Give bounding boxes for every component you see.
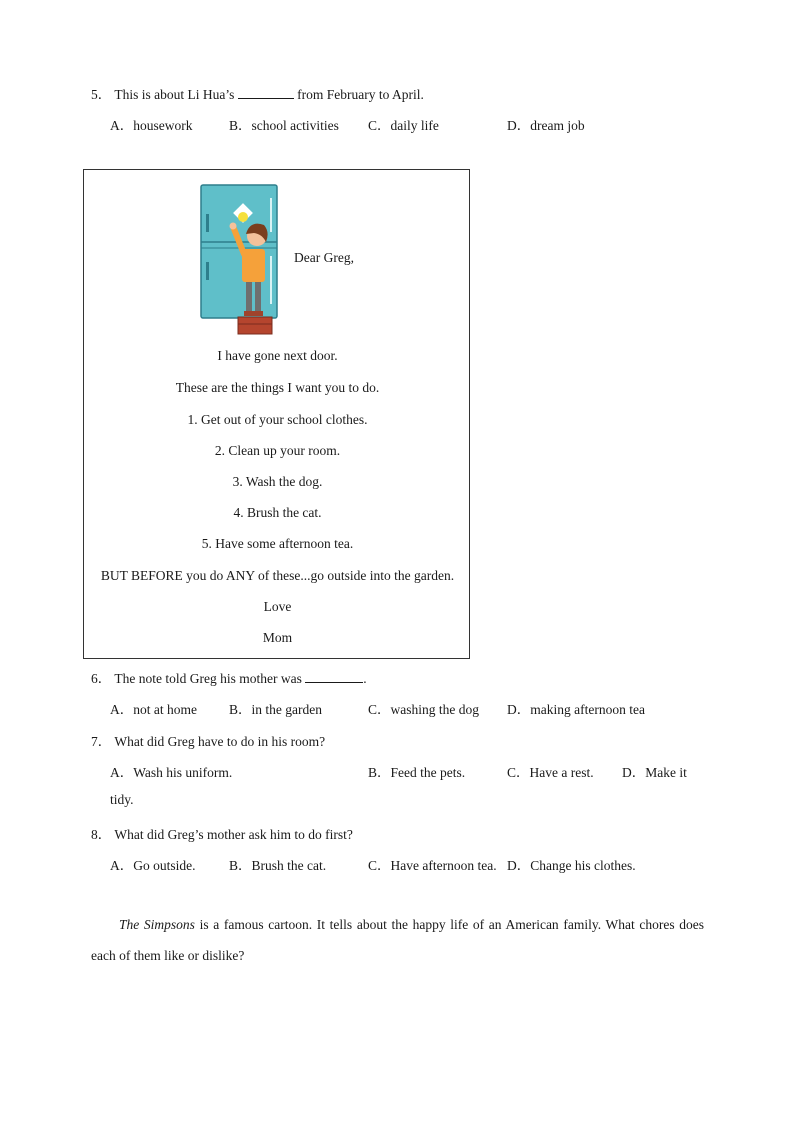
note-greeting: Dear Greg, bbox=[294, 250, 354, 265]
option-d[interactable]: D．Change his clothes. bbox=[507, 858, 636, 873]
question-number: 5． bbox=[91, 87, 112, 102]
option-a[interactable]: A．not at home bbox=[110, 702, 197, 717]
answer-blank[interactable] bbox=[238, 86, 294, 99]
note-line: 5. Have some afternoon tea. bbox=[201, 536, 354, 551]
question-text: This is about Li Hua’s bbox=[114, 87, 235, 102]
note-signature: Mom bbox=[262, 630, 293, 645]
answer-blank[interactable] bbox=[305, 670, 363, 683]
passage-intro bbox=[91, 909, 704, 971]
option-d[interactable]: D．making afternoon tea bbox=[507, 702, 645, 717]
option-c[interactable]: C．washing the dog bbox=[368, 702, 480, 717]
question-8-stem bbox=[91, 823, 353, 843]
option-b[interactable]: B．in the garden bbox=[229, 702, 322, 717]
option-a[interactable]: A．housework bbox=[110, 118, 193, 133]
note-line: BUT BEFORE you do ANY of these...go outside into the garden. bbox=[100, 568, 455, 583]
option-a[interactable]: A．Wash his uniform. bbox=[110, 765, 233, 780]
question-text: from February to April. bbox=[297, 87, 424, 102]
question-7-stem bbox=[91, 730, 325, 750]
note-line: I have gone next door. bbox=[217, 348, 338, 363]
question-5-stem bbox=[91, 83, 424, 103]
option-d[interactable]: D．Make it bbox=[622, 765, 687, 780]
option-d-wrap: tidy. bbox=[110, 792, 134, 807]
note-line: 1. Get out of your school clothes. bbox=[187, 412, 368, 427]
question-number: 7． bbox=[91, 734, 112, 749]
option-c[interactable]: C．Have a rest. bbox=[507, 765, 594, 780]
option-b[interactable]: B．Brush the cat. bbox=[229, 858, 327, 873]
question-text: What did Greg’s mother ask him to do first? bbox=[114, 827, 353, 842]
question-text: What did Greg have to do in his room? bbox=[114, 734, 326, 749]
note-line: These are the things I want you to do. bbox=[175, 380, 380, 395]
question-number: 6． bbox=[91, 671, 112, 686]
question-text: The note told Greg his mother was bbox=[114, 671, 302, 686]
option-b[interactable]: B．Feed the pets. bbox=[368, 765, 466, 780]
cartoon-title: The Simpsons bbox=[119, 917, 195, 932]
note-line: 2. Clean up your room. bbox=[214, 443, 341, 458]
question-number: 8． bbox=[91, 827, 112, 842]
note-box bbox=[83, 169, 470, 659]
note-line: 4. Brush the cat. bbox=[233, 505, 322, 520]
option-c[interactable]: C．daily life bbox=[368, 118, 439, 133]
question-6-stem bbox=[91, 667, 367, 687]
option-a[interactable]: A．Go outside. bbox=[110, 858, 196, 873]
option-b[interactable]: B．school activities bbox=[229, 118, 339, 133]
note-line: 3. Wash the dog. bbox=[232, 474, 323, 489]
question-text: . bbox=[363, 671, 367, 686]
passage-text: is a famous cartoon. It tells about the happy life of an American family. What chores does each of them like or dislike? bbox=[91, 917, 704, 963]
note-signoff: Love bbox=[263, 599, 292, 614]
fridge-illustration bbox=[200, 184, 280, 336]
option-d[interactable]: D．dream job bbox=[507, 118, 585, 133]
option-c[interactable]: C．Have afternoon tea. bbox=[368, 858, 497, 873]
